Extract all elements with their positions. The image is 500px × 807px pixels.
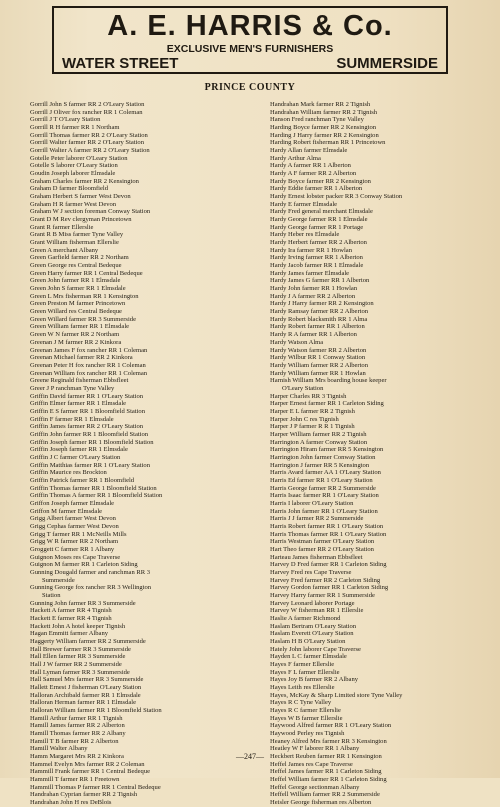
directory-entry: Heffel William farmer RR 1 Carleton Siding xyxy=(270,776,387,784)
directory-entry: Haggerty William farmer RR 2 Summerside xyxy=(30,638,146,646)
directory-entry: Harris Thomas farmer RR 1 O'Leary Station xyxy=(270,530,387,538)
directory-entry: Guignon Moses res Cape Traverse xyxy=(30,553,121,561)
directory-entry: Harrington Hiram farmer RR 5 Kensington xyxy=(270,446,384,454)
directory-entry: Hardy James farmer Elmsdale xyxy=(270,269,350,277)
directory-entry: Gorrill John S farmer RR 2 O'Leary Station xyxy=(30,101,145,108)
directory-entry: Harvey W fisherman RR 1 Ellerslie xyxy=(270,607,364,615)
directory-entry: Graham Herbert S farmer West Devon xyxy=(30,193,131,201)
directory-entry: Hayes, McKay & Sharp Limited store Tyne Valley xyxy=(270,691,403,699)
directory-entry: Halloran Herman farmer RR 1 Elmsdale xyxy=(30,699,136,707)
directory-entry: Harris I laborer O'Leary Station xyxy=(270,499,354,507)
directory-entry: Halloran Archibald farmer RR 1 Elmsdale xyxy=(30,691,141,699)
directory-entry: Graham W J section foreman Conway Station xyxy=(30,208,151,216)
directory-entry: Harper Charles RR 3 Tignish xyxy=(270,392,347,400)
advertisement-box xyxy=(52,6,448,74)
directory-entry: Hardy Wilbur RR 1 Conway Station xyxy=(270,354,366,362)
directory-entry: Heatley W F laborer RR 1 Albany xyxy=(270,745,360,753)
directory-entry: Harris John farmer RR 1 O'Leary Station xyxy=(270,507,378,515)
directory-entry: Grigg Cephas farmer West Devon xyxy=(30,522,119,530)
directory-entry: Green William farmer RR 1 Elmsdale xyxy=(30,323,130,331)
directory-entry: Hardy E farmer Elmsdale xyxy=(270,200,338,208)
directory-entry: Harding Robert fisherman RR 1 Princetown xyxy=(270,139,386,147)
advertiser-name: A. E. HARRIS & Co. xyxy=(107,10,393,42)
directory-entry: Hall Lyman farmer RR 3 Summerside xyxy=(30,668,130,676)
directory-entry: Hardy John farmer RR 1 Howlan xyxy=(270,285,358,293)
directory-entry: Griffin Maurice res Brockton xyxy=(30,469,107,477)
directory-entry: Hackett John A hotel keeper Tignish xyxy=(30,622,126,630)
directory-entry: Hayes Leith res Ellerslie xyxy=(270,684,335,692)
directory-entry: Harris Avard farmer AA 1 O'Leary Station xyxy=(270,469,381,477)
directory-entry: Harper Ernest farmer RR 1 Carleton Siding xyxy=(270,400,384,408)
directory-entry: Hardy James G farmer RR 1 Alberton xyxy=(270,277,370,285)
directory-entry: Hardy Robert blacksmith RR 1 Alma xyxy=(270,315,368,323)
directory-entry: Gotelle S laborer O'Leary Station xyxy=(30,162,118,170)
directory-entry: Grant R farmer Ellerslie xyxy=(30,223,94,231)
directory-entry: Graham H R farmer West Devon xyxy=(30,200,117,208)
directory-entry: Harper John C res Tignish xyxy=(270,415,339,423)
directory-entry: Handrahan Cyprian farmer RR 2 Tignish xyxy=(30,791,138,799)
directory-entry: Hardy J Harry farmer RR 2 Kensington xyxy=(270,300,374,308)
directory-entry: Hardy Ernest lobster packer RR 3 Conway Station xyxy=(270,193,403,201)
directory-entry: Hardy Jacob farmer RR 1 Elmsdale xyxy=(270,262,364,270)
directory-entry: Harvey Gordon farmer RR 1 Carleton Siding xyxy=(270,584,389,592)
directory-entry: Harris Ed farmer RR 1 O'Leary Station xyxy=(270,476,373,484)
directory-entry: Hardy George farmer RR 1 Portage xyxy=(270,223,364,231)
directory-entry: Harris Isaac farmer RR 1 O'Leary Station xyxy=(270,492,379,500)
directory-entry: Hardy Heber res Elmsdale xyxy=(270,231,340,239)
directory-entry: Griffin David farmer RR 1 O'Leary Station xyxy=(30,392,144,400)
directory-entry: Haslam Bertram O'Leary Station xyxy=(270,622,357,630)
directory-entry: Heckbert Reuben farmer RR 1 Kensington xyxy=(270,753,382,761)
directory-entry: Hayes R C Tyne Valley xyxy=(270,699,332,707)
directory-entry: Harding Boyce farmer RR 2 Kensington xyxy=(270,124,377,132)
page-number: —247— xyxy=(236,752,264,761)
directory-entry: Hayes W B farmer Ellerslie xyxy=(270,714,343,722)
directory-entry: Hardy Irving farmer RR 1 Alberton xyxy=(270,254,363,262)
directory-entry: Harvey Harry farmer RR 1 Summerside xyxy=(270,592,375,599)
directory-entry: Hardy George farmer RR 1 Elmsdale xyxy=(270,216,368,224)
directory-entry: Handrahan John H res DeBlois xyxy=(30,799,112,807)
directory-entry: Hardy Watson farmer RR 2 Alberton xyxy=(270,346,367,354)
directory-entry: Hardy Eddie farmer RR 1 Alberton xyxy=(270,185,363,193)
directory-entry: Hammill Thomas P farmer RR 1 Central Bedeque xyxy=(30,783,161,791)
directory-entry: Station xyxy=(42,592,61,599)
directory-entry: Green L Mrs fisherman RR 1 Kensington xyxy=(30,292,139,300)
directory-entry: Hackett A farmer RR 4 Tignish xyxy=(30,607,112,615)
directory-entry: Hardy Fred general merchant Elmsdale xyxy=(270,208,373,216)
directory-entry: Hardy Arthur Alma xyxy=(270,154,321,162)
directory-entry: Hart Theo farmer RR 2 O'Leary Station xyxy=(270,545,374,553)
directory-entry: Greenan William fox rancher RR 1 Coleman xyxy=(30,369,148,377)
directory-entry: Goudin Joseph laborer Elmsdale xyxy=(30,170,116,178)
directory-entry: Green Garfield farmer RR 2 Northam xyxy=(30,254,129,262)
directory-entry: Harnish William Mrs boarding house keeper xyxy=(270,377,387,385)
directory-entry: O'Leary Station xyxy=(282,384,324,392)
directory-entry: Griffin E S farmer RR 1 Bloomfield Station xyxy=(30,407,145,415)
directory-entry: Gorrill R H farmer RR 1 Northam xyxy=(30,124,120,132)
directory-entry: Heffell William farmer RR 2 Summerside xyxy=(270,791,380,799)
directory-entry: Green Harry farmer RR 1 Central Bedeque xyxy=(30,269,143,277)
advertiser-town: SUMMERSIDE xyxy=(336,55,438,72)
directory-entry: Greenan Peter H fox rancher RR 1 Coleman xyxy=(30,361,146,369)
right-column xyxy=(270,101,496,807)
directory-entry: Griffin F farmer RR 1 Elmsdale xyxy=(30,415,114,423)
directory-entry: Harris George farmer RR 2 Summerside xyxy=(270,484,376,492)
directory-entry: Harrington J farmer RR 5 Kensington xyxy=(270,461,370,469)
directory-entry: Hardy Allan farmer Elmsdale xyxy=(270,147,348,155)
directory-entry: Greene Reginald fisherman Ebbsfleet xyxy=(30,377,129,385)
directory-entry: Gorrill J Oliver fox rancher RR 1 Coleman xyxy=(30,108,143,116)
directory-entry: Griffin Joseph farmer RR 1 Elmsdale xyxy=(30,446,128,454)
directory-entry: Hall Ellen farmer RR 3 Summerside xyxy=(30,653,126,661)
directory-entry: Griffin Thomas A farmer RR 1 Bloomfield Station xyxy=(30,492,163,500)
directory-entry: Griffin Matthias farmer RR 1 O'Leary Station xyxy=(30,461,150,469)
directory-entry: Green Willard farmer RR 3 Summerside xyxy=(30,315,136,323)
advertiser-tagline: EXCLUSIVE MEN'S FURNISHERS xyxy=(166,43,334,55)
directory-entry: Harris Robert farmer RR 1 O'Leary Station xyxy=(270,522,384,530)
directory-entry: Greenan James F fox rancher RR 1 Coleman xyxy=(30,346,148,354)
directory-entry: Griffin Thomas farmer RR 1 Bloomfield Station xyxy=(30,484,157,492)
directory-entry: Hardy A farmer RR 1 Alberton xyxy=(270,162,351,170)
directory-entry: Greenan J M farmer RR 2 Kinkora xyxy=(30,338,122,346)
directory-entry: Heffel George sectionman Albany xyxy=(270,783,360,791)
directory-entry: Green W N farmer RR 2 Northam xyxy=(30,331,120,339)
directory-entry: Hardy Herbert farmer RR 2 Alberton xyxy=(270,239,367,247)
directory-entry: Gunning George fox rancher RR 3 Wellington xyxy=(30,584,152,592)
directory-entry: Hately John laborer Cape Traverse xyxy=(270,645,361,653)
directory-entry: Hardy William farmer RR 1 Howlan xyxy=(270,369,366,377)
directory-entry: Hammill Frank farmer RR 1 Central Bedeque xyxy=(30,768,150,776)
directory-entry: Harvey D Fred farmer RR 1 Carleton Siding xyxy=(270,561,387,569)
directory-entry: Harper J P farmer R R 1 Tignish xyxy=(270,423,355,431)
directory-entry: Gotelle Peter laborer O'Leary Station xyxy=(30,154,128,162)
directory-entry: Green A merchant Albany xyxy=(30,246,99,254)
directory-entry: Hamill James farmer RR 2 Alberton xyxy=(30,722,125,730)
directory-entry: Heisler George fisherman res Alberton xyxy=(270,799,372,807)
directory-entry: Hayes Joy B farmer RR 2 Albany xyxy=(270,676,359,684)
directory-entry: Harper E L farmer RR 2 Tignish xyxy=(270,407,355,415)
directory-entry: Harrington John farmer Conway Station xyxy=(270,453,376,461)
directory-entry: Hayes F L farmer Ellerslie xyxy=(270,668,340,676)
directory-entry: Graham D farmer Bloomfield xyxy=(30,185,108,193)
directory-entry: Green Preston M farmer Princetown xyxy=(30,300,126,308)
directory-entry: Hall Samuel Mrs farmer RR 3 Summerside xyxy=(30,676,144,684)
directory-entry: Hardy Robert farmer RR 1 Alberton xyxy=(270,323,365,331)
directory-entry: Hardy Ira farmer RR 1 Howlan xyxy=(270,246,352,254)
left-column xyxy=(30,101,256,807)
directory-entry: Griffon M farmer Elmsdale xyxy=(30,507,103,515)
directory-entry: Gunning Dougald farmer and ranchman RR 3 xyxy=(30,568,150,576)
directory-entry: Gorrill Thomas farmer RR 2 O'Leary Station xyxy=(30,131,148,139)
directory-entry: Guignon M farmer RR 1 Carleton Siding xyxy=(30,561,138,569)
directory-entry: Harper William farmer RR 2 Tignish xyxy=(270,430,367,438)
directory-entry: Handrahan William farmer RR 2 Tignish xyxy=(270,108,378,116)
directory-entry: Griffin Joseph farmer RR 1 Bloomfield Station xyxy=(30,438,154,446)
directory-entry: Grigg Albert farmer West Devon xyxy=(30,515,116,523)
directory-entry: Hammel Evelyn Mrs farmer RR 2 Coleman xyxy=(30,760,145,768)
directory-entry: Handrahan Mark farmer RR 2 Tignish xyxy=(270,101,371,108)
directory-entry: Hackett E farmer RR 4 Tignish xyxy=(30,615,112,623)
directory-entry: Greenan Michael farmer RR 2 Kinkora xyxy=(30,354,133,362)
directory-entry: Gunning John farmer RR 3 Summerside xyxy=(30,599,136,607)
directory-entry: Harvey Leonard laborer Portage xyxy=(270,599,355,607)
directory-entry: Harris J J farmer RR 2 Summerside xyxy=(270,515,364,523)
directory-entry: Hardy Ramsay farmer RR 2 Alberton xyxy=(270,308,368,316)
directory-entry: Griffin James farmer RR 2 O'Leary Station xyxy=(30,423,144,431)
directory-entry: Haslie A farmer Richmond xyxy=(270,615,341,623)
directory-entry: Grigg W R farmer RR 2 Northam xyxy=(30,538,119,546)
directory-entry: Hardy Boyce farmer RR 2 Kensington xyxy=(270,177,371,185)
advertiser-street: WATER STREET xyxy=(62,55,179,72)
directory-entry: Harteau James fisherman Ebbsfleet xyxy=(270,553,363,561)
directory-entry: Hardy R A farmer RR 1 Alberton xyxy=(270,331,357,339)
directory-entry: Griffin Patrick farmer RR 1 Bloomfield xyxy=(30,476,135,484)
directory-entry: Griffon Joseph farmer Elmsdale xyxy=(30,499,115,507)
directory-entry: Greer J P ranchman Tyne Valley xyxy=(30,384,115,392)
directory-entry: Grigg T farmer RR 1 McNeills Mills xyxy=(30,530,127,538)
directory-entry: Hamill Walter Albany xyxy=(30,745,88,753)
directory-entry: Graham Charles farmer RR 2 Kensington xyxy=(30,177,139,185)
directory-entry: Gorrill Walter A farmer RR 2 O'Leary Station xyxy=(30,147,150,155)
directory-entry: Grant D M Rev clergyman Princetown xyxy=(30,216,132,224)
directory-entry: Harris Westman farmer O'Leary Station xyxy=(270,538,375,546)
directory-entry: Hamill T B farmer RR 2 Alberton xyxy=(30,737,119,745)
directory-entry: Hall J W farmer RR 2 Summerside xyxy=(30,661,122,669)
directory-entry: Grant William fisherman Ellerslie xyxy=(30,239,119,247)
directory-entry: Heffel James res Cape Traverse xyxy=(270,760,353,768)
directory-entry: Halloran William farmer RR 1 Bloomfield Station xyxy=(30,707,162,715)
directory-entry: Summerside xyxy=(42,576,75,584)
directory-entry: Hayden L C farmer Elmsdale xyxy=(270,653,347,661)
directory-entry: Heffel James farmer RR 1 Carleton Siding xyxy=(270,768,382,776)
directory-entry: Haslam H B O'Leary Station xyxy=(270,638,346,646)
directory-entry: Heaney Alfred Mrs farmer RR 3 Kensington xyxy=(270,737,387,745)
directory-entry: Harrington A farmer Conway Station xyxy=(270,438,368,446)
directory-entry: Haslam Everett O'Leary Station xyxy=(270,630,354,638)
directory-entry: Groggett C farmer RR 1 Albany xyxy=(30,545,115,553)
directory-entry: Hammill T farmer RR 1 Freetown xyxy=(30,776,120,784)
directory-entry: Hardy J A farmer RR 2 Alberton xyxy=(270,292,356,300)
directory-entry: Hardy A F farmer RR 2 Alberton xyxy=(270,170,357,178)
directory-entry: Hagan Emmitt farmer Albany xyxy=(30,630,108,638)
directory-entry: Green John farmer RR 1 Elmsdale xyxy=(30,277,121,285)
directory-entry: Hardy William farmer RR 2 Alberton xyxy=(270,361,368,369)
directory-entry: Hamm Margaret Mrs RR 2 Kinkora xyxy=(30,753,124,761)
directory-entry: Green George res Central Bedeque xyxy=(30,262,122,270)
directory-entry: Hallett Ernest J fisherman O'Leary Station xyxy=(30,684,142,692)
directory-entry: Hanson Fred ranchman Tyne Valley xyxy=(270,116,364,124)
directory-entry: Haywood Perley res Tignish xyxy=(270,730,345,738)
directory-entry: Griffin J C farmer O'Leary Station xyxy=(30,453,121,461)
directory-entry: Harding J Harry farmer RR 2 Kensington xyxy=(270,131,379,139)
directory-entry: Harvey Fred res Cape Traverse xyxy=(270,568,352,576)
directory-entry: Hamill Arthur farmer RR 1 Tignish xyxy=(30,714,123,722)
directory-entry: Haywood Alfred farmer RR 1 O'Leary Station xyxy=(270,722,392,730)
directory-entry: Hamill Thomas farmer RR 2 Albany xyxy=(30,730,126,738)
directory-entry: Hayes F farmer Ellerslie xyxy=(270,661,335,669)
directory-entry: Green Willard res Central Bedeque xyxy=(30,308,122,316)
directory-entry: Gorrill Walter farmer RR 2 O'Leary Station xyxy=(30,139,144,147)
directory-entry: Hall Brewer farmer RR 3 Summerside xyxy=(30,645,131,653)
directory-entry: Hayes R C farmer Ellerslie xyxy=(270,707,341,715)
directory-entry: Harvey Fred farmer RR 2 Carleton Siding xyxy=(270,576,381,584)
county-heading: PRINCE COUNTY xyxy=(204,82,296,93)
directory-entry: Gorrill J T O'Leary Station xyxy=(30,116,101,124)
directory-entry: Hardy Watson Alma xyxy=(270,338,324,346)
directory-entry: Green John S farmer RR 1 Elmsdale xyxy=(30,285,126,293)
directory-entry: Griffin Elmer farmer RR 1 Elmsdale xyxy=(30,400,127,408)
directory-entry: Griffin John farmer RR 1 Bloomfield Station xyxy=(30,430,149,438)
directory-entry: Grant R B Miss farmer Tyne Valley xyxy=(30,231,124,239)
